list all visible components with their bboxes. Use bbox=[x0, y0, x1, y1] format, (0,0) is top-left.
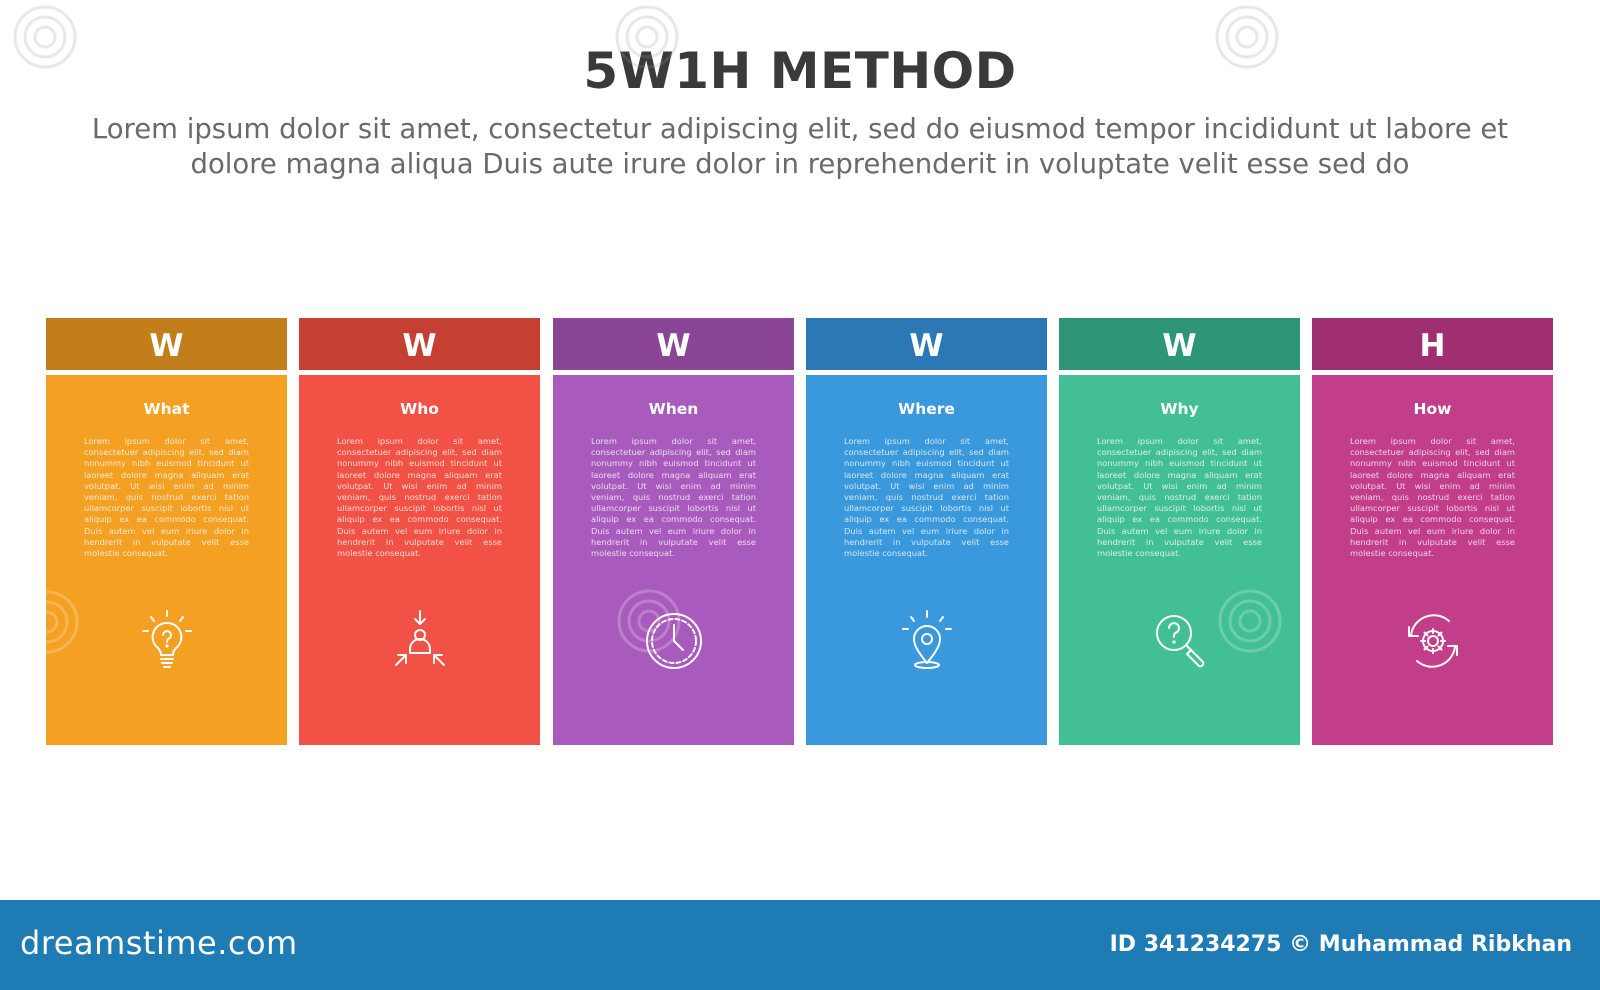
column-what bbox=[46, 318, 287, 745]
column-where bbox=[806, 318, 1047, 745]
watermark-logo bbox=[10, 585, 84, 663]
location-pin-icon bbox=[891, 605, 963, 677]
column-text: Lorem ipsum dolor sit amet, consectetuer adipiscing elit, sed diam nonummy nibh euismod tincidunt ut laoreet dolore magna aliquam erat volutpat. Ut wisi enim ad minim veniam, quis nostrud exerci tation ullamcorper suscipit lobortis nisl ut aliquip ex ea commodo consequat. Duis autem vel eum iriure dolor in hendrerit in vulputate velit esse molestie consequat. bbox=[1097, 436, 1262, 559]
watermark-logo bbox=[8, 0, 82, 78]
column-why bbox=[1059, 318, 1300, 745]
magnifier-question-icon bbox=[1144, 605, 1216, 677]
column-header: H bbox=[1312, 318, 1553, 370]
column-label: When bbox=[648, 400, 699, 418]
column-text: Lorem ipsum dolor sit amet, consectetuer adipiscing elit, sed diam nonummy nibh euismod tincidunt ut laoreet dolore magna aliquam erat volutpat. Ut wisi enim ad minim veniam, quis nostrud exerci tation ullamcorper suscipit lobortis nisl ut aliquip ex ea commodo consequat. Duis autem vel eum iriure dolor in hendrerit in vulputate velit esse molestie consequat. bbox=[591, 436, 756, 559]
column-when bbox=[553, 318, 794, 745]
column-how bbox=[1312, 318, 1553, 745]
column-text: Lorem ipsum dolor sit amet, consectetuer adipiscing elit, sed diam nonummy nibh euismod tincidunt ut laoreet dolore magna aliquam erat volutpat. Ut wisi enim ad minim veniam, quis nostrud exerci tation ullamcorper suscipit lobortis nisl ut aliquip ex ea commodo consequat. Duis autem vel eum iriure dolor in hendrerit in vulputate velit esse molestie consequat. bbox=[84, 436, 249, 559]
column-text: Lorem ipsum dolor sit amet, consectetuer adipiscing elit, sed diam nonummy nibh euismod tincidunt ut laoreet dolore magna aliquam erat volutpat. Ut wisi enim ad minim veniam, quis nostrud exerci tation ullamcorper suscipit lobortis nisl ut aliquip ex ea commodo consequat. Duis autem vel eum iriure dolor in hendrerit in vulputate velit esse molestie consequat. bbox=[844, 436, 1009, 559]
watermark-logo bbox=[1210, 0, 1284, 78]
footer-bar bbox=[0, 900, 1600, 990]
watermark-logo bbox=[610, 0, 684, 78]
column-label: How bbox=[1413, 400, 1452, 418]
lightbulb-question-icon bbox=[131, 605, 203, 677]
column-header: W bbox=[1059, 318, 1300, 370]
column-body bbox=[46, 375, 287, 745]
column-body bbox=[553, 375, 794, 745]
column-body bbox=[806, 375, 1047, 745]
column-body bbox=[1312, 375, 1553, 745]
column-header: W bbox=[46, 318, 287, 370]
column-label: What bbox=[143, 400, 190, 418]
column-text: Lorem ipsum dolor sit amet, consectetuer adipiscing elit, sed diam nonummy nibh euismod tincidunt ut laoreet dolore magna aliquam erat volutpat. Ut wisi enim ad minim veniam, quis nostrud exerci tation ullamcorper suscipit lobortis nisl ut aliquip ex ea commodo consequat. Duis autem vel eum iriure dolor in hendrerit in vulputate velit esse molestie consequat. bbox=[337, 436, 502, 559]
column-label: Why bbox=[1160, 400, 1199, 418]
person-focus-icon bbox=[384, 605, 456, 677]
page-subtitle: Lorem ipsum dolor sit amet, consectetur adipiscing elit, sed do eiusmod tempor incididunt ut labore et dolore magna aliqua Duis aute irure dolor in reprehenderit in voluptate velit esse sed do bbox=[91, 113, 1509, 180]
column-label: Who bbox=[400, 400, 439, 418]
column-header: W bbox=[553, 318, 794, 370]
watermark-logo bbox=[1213, 584, 1287, 662]
page-title: 5W1H METHOD bbox=[583, 42, 1017, 100]
column-header: W bbox=[299, 318, 540, 370]
column-body bbox=[1059, 375, 1300, 745]
column-header: W bbox=[806, 318, 1047, 370]
watermark-logo bbox=[612, 584, 686, 662]
column-label: Where bbox=[898, 400, 955, 418]
column-who bbox=[299, 318, 540, 745]
column-body bbox=[299, 375, 540, 745]
gear-cycle-icon bbox=[1397, 605, 1469, 677]
brand-logo[interactable]: dreamstime.com bbox=[20, 924, 298, 962]
column-text: Lorem ipsum dolor sit amet, consectetuer adipiscing elit, sed diam nonummy nibh euismod tincidunt ut laoreet dolore magna aliquam erat volutpat. Ut wisi enim ad minim veniam, quis nostrud exerci tation ullamcorper suscipit lobortis nisl ut aliquip ex ea commodo consequat. Duis autem vel eum iriure dolor in hendrerit in vulputate velit esse molestie consequat. bbox=[1350, 436, 1515, 559]
image-credit: ID 341234275 © Muhammad Ribkhan bbox=[1109, 932, 1572, 957]
